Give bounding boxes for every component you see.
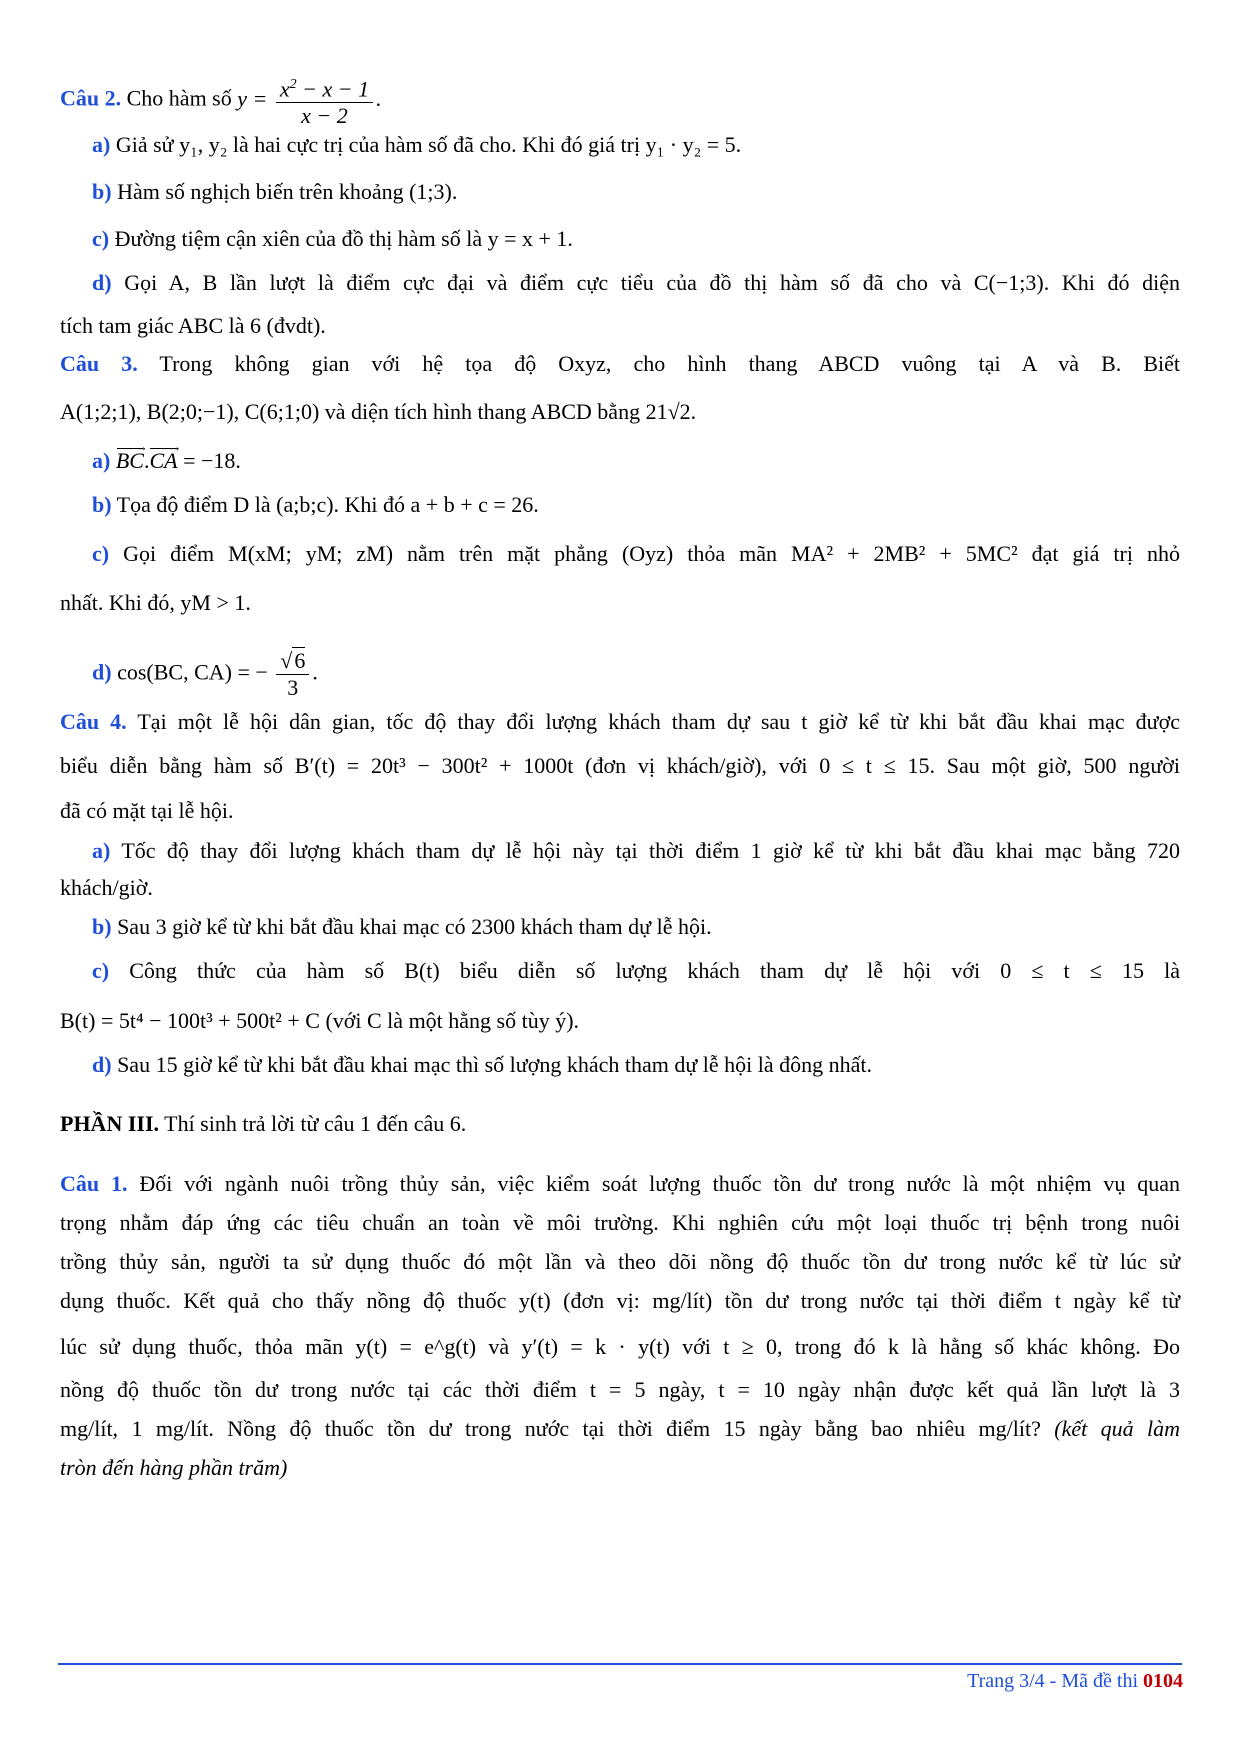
- q4-c: c) Công thức của hàm số B(t) biểu diễn số lượng khách tham dự lễ hội với 0 ≤ t ≤ 15 là: [92, 958, 1180, 983]
- p3q1-label: Câu 1.: [60, 1171, 128, 1196]
- q3-intro2: A(1;2;1), B(2;0;−1), C(6;1;0) và diện tích hình thang ABCD bằng 21√2.: [60, 399, 697, 424]
- q3-d: d) cos(BC, CA) = − $\frac{√6}{3}$ .: [92, 648, 318, 700]
- q4-header: Câu 4. Tại một lễ hội dân gian, tốc độ thay đổi lượng khách tham dự sau t giờ kể từ khi bắt đầu khai mạc được: [60, 709, 1181, 734]
- q2-label: Câu 2.: [60, 85, 122, 111]
- q2-header: [60, 72, 1180, 129]
- q2-intro: Cho hàm số: [126, 85, 232, 111]
- q2-b: b) Hàm số nghịch biến trên khoảng (1;3).: [92, 179, 458, 204]
- q2-function: y = $\frac{x^2 - x - 1}{x - 2}$ .: [237, 86, 381, 111]
- q3-a: a) BC →.CA → = −18.: [92, 447, 1180, 475]
- q4-d: d) Sau 15 giờ kể từ khi bắt đầu khai mạc thì số lượng khách tham dự lễ hội là đông nhất.: [92, 1052, 873, 1077]
- q2-d-cont: tích tam giác ABC là 6 (đvdt).: [60, 313, 326, 338]
- part3-heading: PHẦN III. Thí sinh trả lời từ câu 1 đến câu 6.: [60, 1111, 467, 1136]
- q2-a: a) Giả sử y₁, y₂ là hai cực trị của hàm số đã cho. Khi đó giá trị y₁ · y₂ = 5.: [92, 132, 742, 157]
- p3q1-line1: Câu 1. Đối với ngành nuôi trồng thủy sản, việc kiểm soát lượng thuốc tồn dư trong nước là một nhiệm vụ quan: [60, 1171, 1181, 1196]
- footer-divider: [58, 1663, 1182, 1665]
- q3-b: b) Tọa độ điểm D là (a;b;c). Khi đó a + b + c = 26.: [92, 492, 539, 517]
- p3q1-line6: nồng độ thuốc tồn dư trong nước tại các thời điểm t = 5 ngày, t = 10 ngày nhận được kết quả lần lượt là 3: [60, 1377, 1180, 1402]
- page-footer: Trang 3/4 - Mã đề thi 0104: [967, 1670, 1183, 1692]
- q4-b: b) Sau 3 giờ kể từ khi bắt đầu khai mạc có 2300 khách tham dự lễ hội.: [92, 914, 712, 939]
- p3q1-line7: mg/lít, 1 mg/lít. Nồng độ thuốc tồn dư trong nước tại thời điểm 15 ngày bằng bao nhiêu mg/lít? (kết quả làm: [60, 1416, 1181, 1441]
- exam-code: 0104: [1143, 1670, 1183, 1692]
- q2-c: c) Đường tiệm cận xiên của đồ thị hàm số là y = x + 1.: [92, 226, 573, 251]
- q4-c-cont: B(t) = 5t⁴ − 100t³ + 500t² + C (với C là một hằng số tùy ý).: [60, 1008, 580, 1033]
- q4-intro2: biểu diễn bằng hàm số B′(t) = 20t³ − 300t² + 1000t (đơn vị khách/giờ), với 0 ≤ t ≤ 15. Sau một giờ, 500 người: [60, 753, 1180, 778]
- p3q1-line2: trọng nhằm đáp ứng các tiêu chuẩn an toàn về môi trường. Khi nghiên cứu một loại thuốc trị bệnh trong nuôi: [60, 1210, 1180, 1235]
- p3q1-line4: dụng thuốc. Kết quả cho thấy nồng độ thuốc y(t) (đơn vị: mg/lít) tồn dư trong nước tại thời điểm t ngày kể từ: [60, 1288, 1180, 1313]
- p3q1-line5: lúc sử dụng thuốc, thỏa mãn y(t) = e^g(t) và y′(t) = k · y(t) với t ≥ 0, trong đó k là hằng số khác không. Đo: [60, 1334, 1180, 1359]
- q4-intro3: đã có mặt tại lễ hội.: [60, 798, 234, 823]
- p3q1-line8: tròn đến hàng phần trăm): [60, 1455, 288, 1480]
- q4-a-cont: khách/giờ.: [60, 875, 153, 900]
- q3-c: c) Gọi điểm M(xM; yM; zM) nằm trên mặt phẳng (Oyz) thỏa mãn MA² + 2MB² + 5MC² đạt giá trị nhỏ: [92, 541, 1180, 566]
- q2-d: d) Gọi A, B lần lượt là điểm cực đại và điểm cực tiểu của đồ thị hàm số đã cho và C(−1;3). Khi đó diện: [92, 270, 1181, 295]
- q3-c-cont: nhất. Khi đó, yM > 1.: [60, 590, 251, 615]
- p3q1-line3: trồng thủy sản, người ta sử dụng thuốc đó một lần và theo dõi nồng độ thuốc tồn dư trong nước kể từ lúc sử: [60, 1249, 1180, 1274]
- q3-header: Câu 3. Trong không gian với hệ tọa độ Oxyz, cho hình thang ABCD vuông tại A và B. Biết: [60, 351, 1181, 376]
- q3-label: Câu 3.: [60, 351, 138, 376]
- q4-label: Câu 4.: [60, 709, 127, 734]
- q4-a: a) Tốc độ thay đổi lượng khách tham dự lễ hội này tại thời điểm 1 giờ kể từ khi bắt đầu khai mạc bằng 720: [92, 838, 1181, 863]
